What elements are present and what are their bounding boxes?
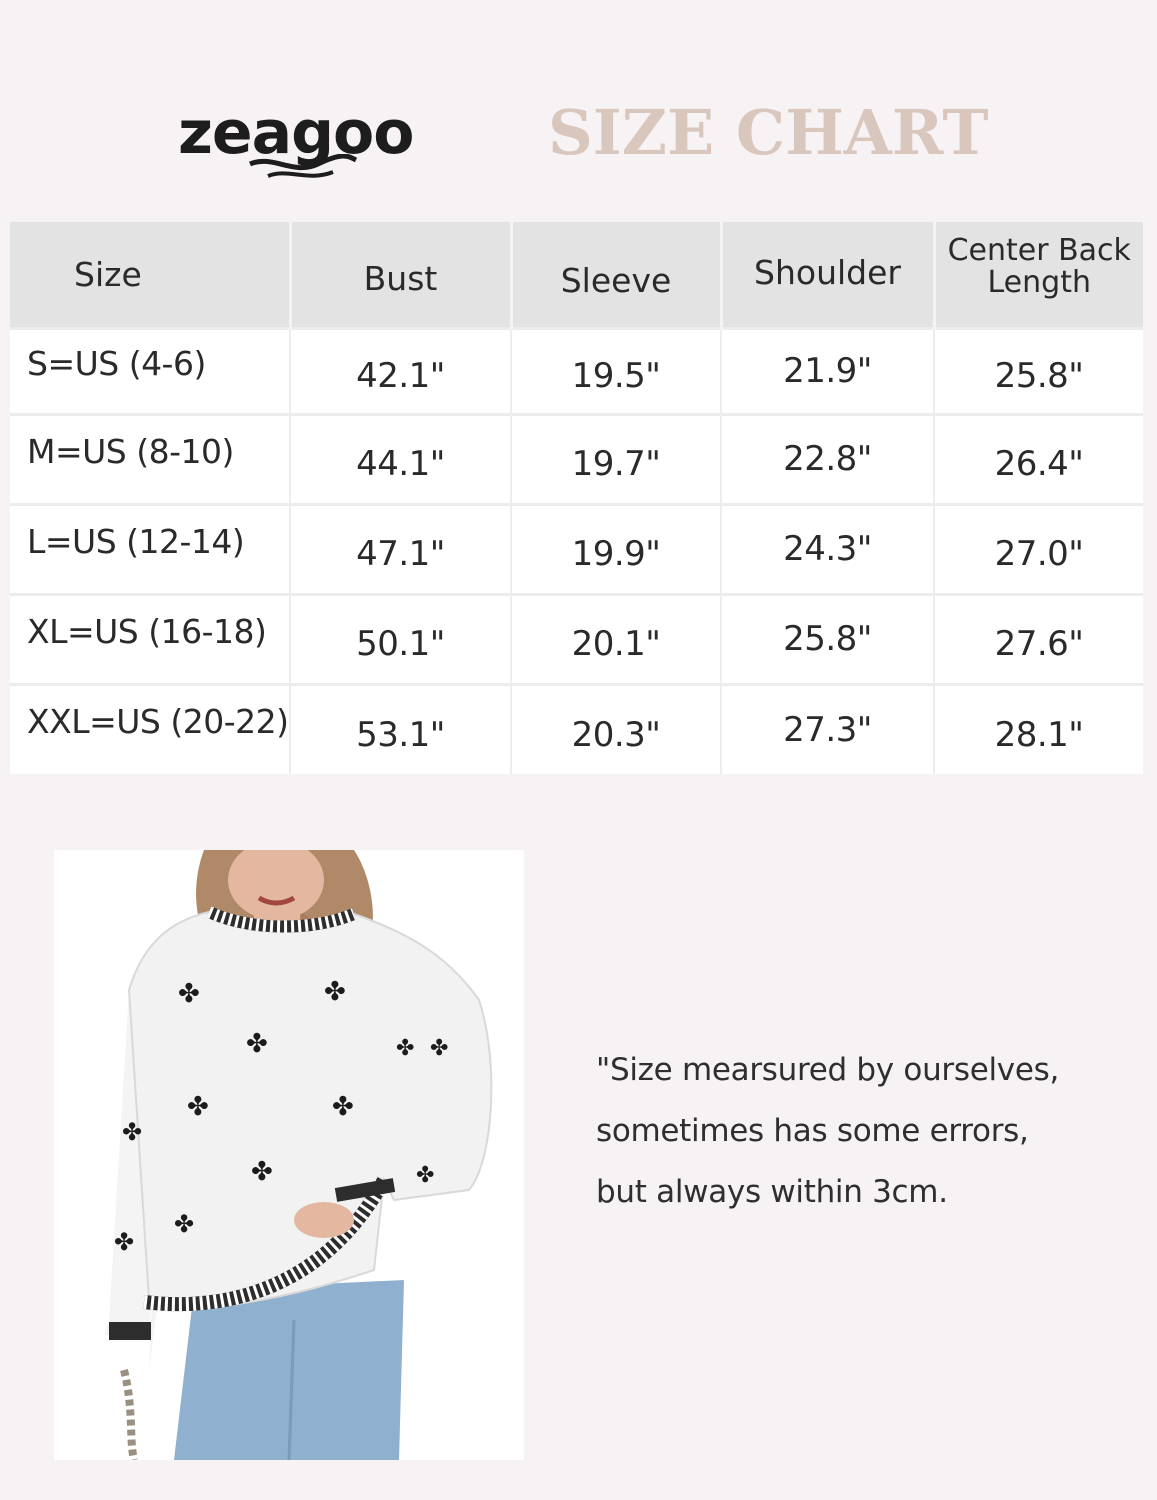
center-back-length-cell: 27.6" — [994, 624, 1084, 664]
logo-text: zeagoo — [178, 98, 414, 168]
shoulder-cell: 27.3" — [721, 684, 934, 774]
note-line: but always within 3cm. — [596, 1174, 948, 1210]
bust-cell: 50.1" — [290, 594, 511, 684]
header-bust: Bust — [290, 222, 511, 328]
bust-cell: 44.1" — [290, 414, 511, 504]
svg-text:✤: ✤ — [122, 1118, 143, 1146]
sleeve-cell: 20.1" — [511, 594, 721, 684]
svg-text:✤: ✤ — [430, 1036, 449, 1061]
svg-text:✤: ✤ — [246, 1029, 268, 1059]
table-row — [10, 328, 1143, 414]
sleeve-cell: 20.3" — [511, 684, 721, 774]
table-row — [10, 504, 1143, 594]
header-size: Size — [10, 222, 290, 328]
shoulder-cell: 24.3" — [721, 504, 934, 594]
bust-cell: 53.1" — [290, 684, 511, 774]
header-shoulder: Shoulder — [721, 222, 934, 328]
header-center-back: Center Back — [947, 233, 1131, 269]
brand-logo — [178, 98, 493, 188]
shoulder-cell: 22.8" — [721, 414, 934, 504]
header-sleeve: Sleeve — [511, 222, 721, 328]
sleeve-cell: 19.5" — [511, 328, 721, 414]
svg-text:✤: ✤ — [187, 1092, 209, 1122]
size-cell: S=US (4-6) — [10, 328, 290, 414]
measurement-note — [596, 1040, 1116, 1223]
table-row — [10, 594, 1143, 684]
svg-text:✤: ✤ — [178, 979, 200, 1009]
logo-waves-icon — [248, 154, 358, 180]
page-title: SIZE CHART — [548, 96, 989, 169]
size-cell: M=US (8-10) — [10, 414, 290, 504]
table-row — [10, 684, 1143, 774]
shoulder-cell: 21.9" — [721, 328, 934, 414]
header-length: Length — [987, 265, 1091, 301]
note-line: "Size mearsured by ourselves, — [596, 1052, 1060, 1088]
size-cell: XXL=US (20-22) — [10, 684, 290, 774]
svg-text:✤: ✤ — [396, 1036, 415, 1061]
center-back-length-cell: 26.4" — [994, 444, 1084, 484]
svg-text:✤: ✤ — [114, 1228, 135, 1256]
center-back-length-cell: 28.1" — [994, 714, 1084, 755]
size-cell: XL=US (16-18) — [10, 594, 290, 684]
svg-text:✤: ✤ — [416, 1163, 435, 1188]
svg-text:✤: ✤ — [174, 1210, 195, 1238]
size-cell: L=US (12-14) — [10, 504, 290, 594]
note-line: sometimes has some errors, — [596, 1113, 1029, 1149]
sleeve-cell: 19.9" — [511, 504, 721, 594]
size-chart-table — [10, 222, 1143, 774]
model-sweater-image — [54, 850, 524, 1460]
product-photo — [54, 850, 524, 1460]
header — [0, 80, 1157, 190]
center-back-length-cell: 27.0" — [994, 534, 1084, 574]
header-center-back-length — [934, 222, 1143, 328]
svg-text:✤: ✤ — [332, 1092, 354, 1122]
svg-text:✤: ✤ — [324, 977, 346, 1007]
center-back-length-cell: 25.8" — [994, 356, 1084, 396]
svg-text:✤: ✤ — [251, 1157, 273, 1187]
table-row — [10, 414, 1143, 504]
sleeve-cell: 19.7" — [511, 414, 721, 504]
shoulder-cell: 25.8" — [721, 594, 934, 684]
bust-cell: 42.1" — [290, 328, 511, 414]
table-header-row — [10, 222, 1143, 328]
bust-cell: 47.1" — [290, 504, 511, 594]
